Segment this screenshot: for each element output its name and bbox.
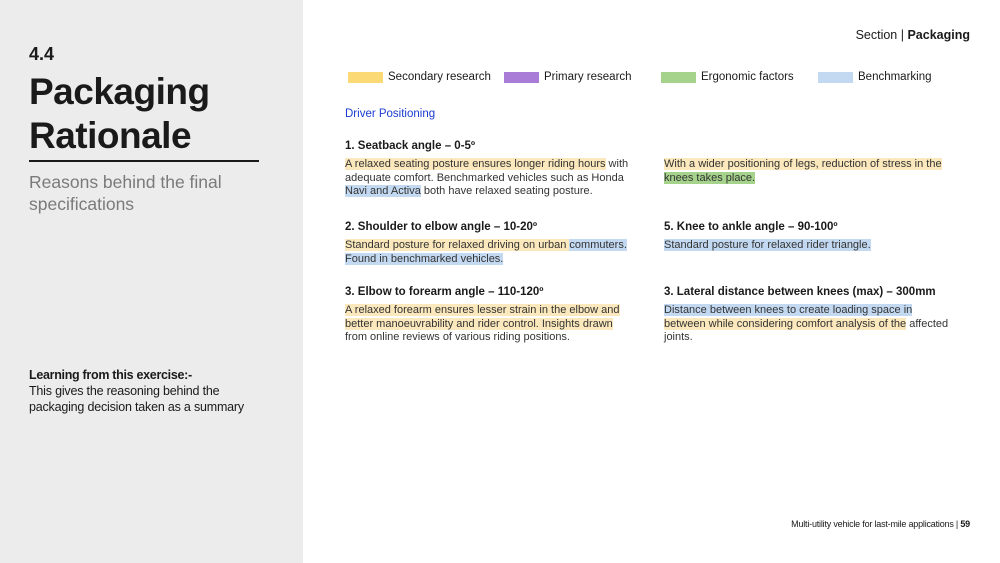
page-title [29, 70, 210, 158]
block-text: Standard posture for relaxed driving on urban commuters. Found in benchmarked vehicles. [345, 239, 627, 265]
section-prefix: Section | [855, 28, 904, 42]
legend-swatch [504, 72, 539, 83]
section-number: 4.4 [29, 44, 55, 64]
block-text: A relaxed forearm ensures lesser strain in the elbow and better manoeuvrability and rider control. Insights drawn from online reviews of various riding positions. [345, 304, 620, 343]
footer-text: Multi-utility vehicle for last-mile applications | [791, 519, 959, 529]
section-label [856, 28, 970, 42]
block-lateral-knee-distance [664, 286, 954, 345]
legend-label: Benchmarking [858, 71, 932, 83]
block-title: 2. Shoulder to elbow angle – 10-20º [345, 221, 538, 233]
learning-text: This gives the reasoning behind the packaging decision taken as a summary [29, 384, 244, 414]
block-text: With a wider positioning of legs, reduction of stress in the knees takes place. [664, 158, 942, 184]
footer [791, 519, 970, 529]
legend-swatch [348, 72, 383, 83]
legend-item-ergonomic-factors [661, 71, 794, 83]
page-number: 59 [960, 519, 970, 529]
block-seatback-angle [345, 140, 635, 199]
title-line-1: Packaging [29, 71, 210, 112]
page-subtitle: Reasons behind the final specifications [29, 172, 222, 214]
block-leg-positioning [664, 158, 954, 185]
title-divider [29, 160, 259, 162]
block-title: 1. Seatback angle – 0-5º [345, 140, 476, 152]
legend-label: Primary research [544, 71, 632, 83]
legend-item-primary-research [504, 71, 632, 83]
block-elbow-forearm-angle [345, 286, 635, 345]
block-knee-ankle-angle [664, 221, 954, 253]
block-shoulder-elbow-angle [345, 221, 635, 266]
legend-item-benchmarking [818, 71, 932, 83]
legend-item-secondary-research [348, 71, 491, 83]
legend-swatch [661, 72, 696, 83]
section-name: Packaging [907, 28, 970, 42]
block-text: A relaxed seating posture ensures longer riding hours with adequate comfort. Benchmarked vehicles such as Honda Navi and Activa both have relaxed seating posture. [345, 158, 629, 197]
block-title: 5. Knee to ankle angle – 90-100º [664, 221, 838, 233]
driver-positioning-heading: Driver Positioning [345, 108, 436, 120]
block-title: 3. Elbow to forearm angle – 110-120º [345, 286, 544, 298]
block-text: Distance between knees to create loading space in between while considering comfort analysis of the affected joints. [664, 304, 949, 343]
title-line-2: Rationale [29, 115, 192, 156]
learning-heading: Learning from this exercise:- [29, 368, 192, 382]
legend-label: Ergonomic factors [701, 71, 794, 83]
left-panel [0, 0, 303, 563]
legend-label: Secondary research [388, 71, 491, 83]
block-text: Standard posture for relaxed rider triangle. [664, 239, 871, 251]
legend-swatch [818, 72, 853, 83]
block-title: 3. Lateral distance between knees (max) – 300mm [664, 286, 936, 298]
